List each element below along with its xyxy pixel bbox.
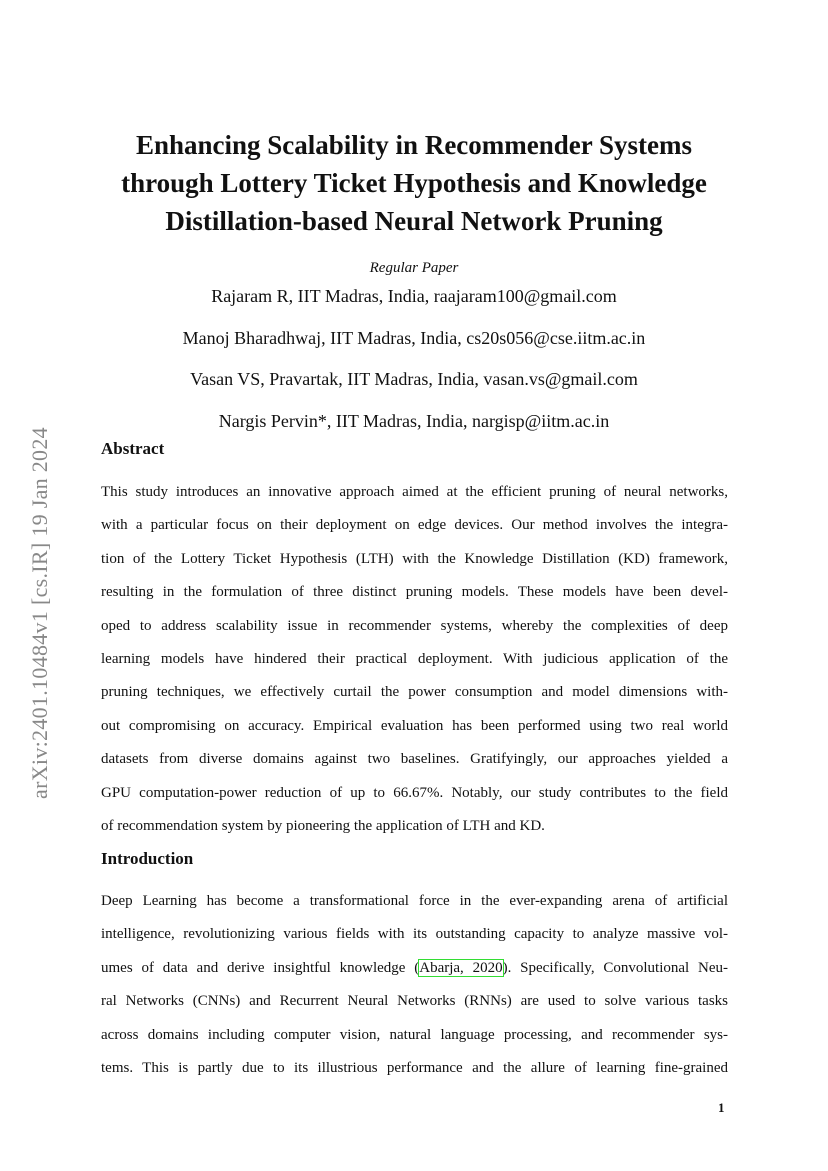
introduction-text: ). Specifically, Convolutional Neu- [502, 959, 729, 976]
introduction-line: tems. This is partly due to its illustrious performance and the allure of learning fine-grained [101, 1060, 728, 1077]
abstract-line: This study introduces an innovative approach aimed at the efficient pruning of neural networks, [101, 484, 728, 500]
abstract-line: oped to address scalability issue in recommender systems, whereby the complexities of deep [101, 617, 728, 634]
title-line: Enhancing Scalability in Recommender Systems [135, 130, 693, 160]
abstract-line: out compromising on accuracy. Empirical evaluation has been performed using two real world [101, 717, 728, 734]
author-line: Rajaram R, IIT Madras, India, raajaram100@gmail.com [211, 286, 617, 306]
citation-link[interactable] [419, 960, 502, 976]
abstract-line: GPU computation-power reduction of up to 66.67%. Notably, our study contributes to the field [101, 784, 728, 801]
abstract-heading: Abstract [101, 439, 165, 458]
abstract-line: pruning techniques, we effectively curtail the power consumption and model dimensions with- [101, 684, 728, 701]
abstract-line: resulting in the formulation of three distinct pruning models. These models have been devel- [101, 584, 728, 601]
introduction-line: intelligence, revolutionizing various fields with its outstanding capacity to analyze massive vol- [101, 926, 728, 943]
author-line: Vasan VS, Pravartak, IIT Madras, India, vasan.vs@gmail.com [190, 369, 638, 389]
introduction-line: Deep Learning has become a transformational force in the ever-expanding arena of artificial [101, 893, 728, 909]
title-line: Distillation-based Neural Network Pruning [165, 206, 663, 236]
introduction-line: ral Networks (CNNs) and Recurrent Neural Networks (RNNs) are used to solve various tasks [101, 993, 728, 1010]
abstract-body [101, 476, 728, 843]
paper-title [90, 126, 738, 240]
page-number: 1 [718, 1100, 725, 1115]
introduction-line [101, 952, 728, 985]
paper-type: Regular Paper [369, 260, 459, 276]
abstract-line: of recommendation system by pioneering the application of LTH and KD. [101, 818, 545, 835]
author-line: Nargis Pervin*, IIT Madras, India, nargisp@iitm.ac.in [218, 411, 610, 431]
citation-author: Abarja [419, 959, 461, 976]
title-line: through Lottery Ticket Hypothesis and Knowledge [121, 168, 707, 198]
introduction-text: umes of data and derive insightful knowledge ( [101, 959, 420, 976]
introduction-body [101, 885, 728, 1085]
abstract-line: datasets from diverse domains against two baselines. Gratifyingly, our approaches yielded a [101, 751, 728, 768]
author-line: Manoj Bharadhwaj, IIT Madras, India, cs20s056@cse.iitm.ac.in [182, 328, 646, 348]
abstract-line: with a particular focus on their deployment on edge devices. Our method involves the integra- [101, 517, 728, 534]
citation-year: 2020 [472, 959, 503, 976]
citation-separator: , [460, 959, 473, 976]
arxiv-identifier: arXiv:2401.10484v1 [cs.IR] 19 Jan 2024 [27, 427, 52, 799]
introduction-line: across domains including computer vision, natural language processing, and recommender sys- [101, 1026, 728, 1043]
abstract-line: learning models have hindered their practical deployment. With judicious application of the [101, 651, 728, 668]
abstract-line: tion of the Lottery Ticket Hypothesis (LTH) with the Knowledge Distillation (KD) framework, [101, 550, 728, 567]
introduction-heading: Introduction [101, 849, 194, 868]
